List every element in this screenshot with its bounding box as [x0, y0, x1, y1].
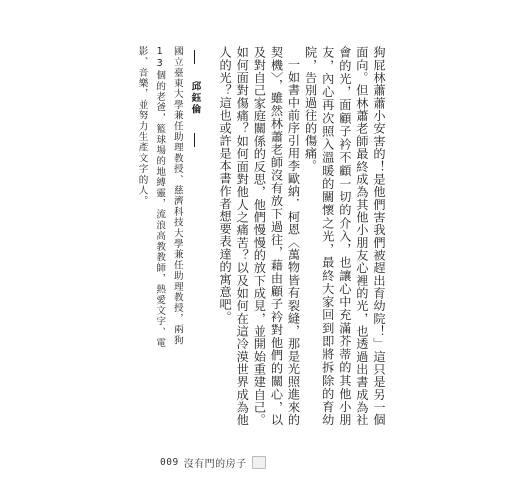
- paragraph-1: 狗屁林蕭蕭小安害的！是他們害我們被趕出育幼院！」這只是另一個面向。但林蕭老師最終成為其他小朋友心裡的光，也透過出書成為社會的光，面顧子衿不顧一切的介入，也讓心中充滿芥蒂的其他小朋友，內心再次照入溫暖的關懷之光，最終大家回到即將拆除的育幼院，告別過往的傷痛。: [303, 46, 386, 426]
- author-name: 邱鈺倫: [189, 81, 201, 116]
- page-number: 009: [160, 457, 179, 468]
- book-title: 沒有門的房子: [183, 459, 247, 470]
- bio-rule-top: [194, 50, 195, 64]
- page-footer: [160, 455, 266, 470]
- bio-rule-bottom: [194, 133, 195, 147]
- author-bio-name-line: [186, 46, 204, 356]
- paragraph-2: 一如書中前序引用李歐納．柯恩〈萬物皆有裂縫，那是光照進來的契機〉，雖然林蕭老師沒有放下過往，藉由顧子衿對他們的關心，以及對自己家庭關係的反思，他們慢慢的放下成見，並開始重建自己。如何面對傷痛？如何面對他人之痛苦？以及如何在這冷漠世界成為他人的光？這也或許是本書作者想要表達的寓意吧。: [218, 46, 301, 426]
- author-bio-text: 國立臺東大學兼任助理教授、慈濟科技大學兼任助理教授，兩狗13個的老爸，籃球場的地縛靈，流浪高教教師，熱愛文字、電影、音樂，並努力生產文字的人。: [136, 46, 183, 349]
- author-bio: [133, 46, 203, 356]
- ornament-icon: [252, 456, 266, 469]
- main-text: [216, 46, 387, 426]
